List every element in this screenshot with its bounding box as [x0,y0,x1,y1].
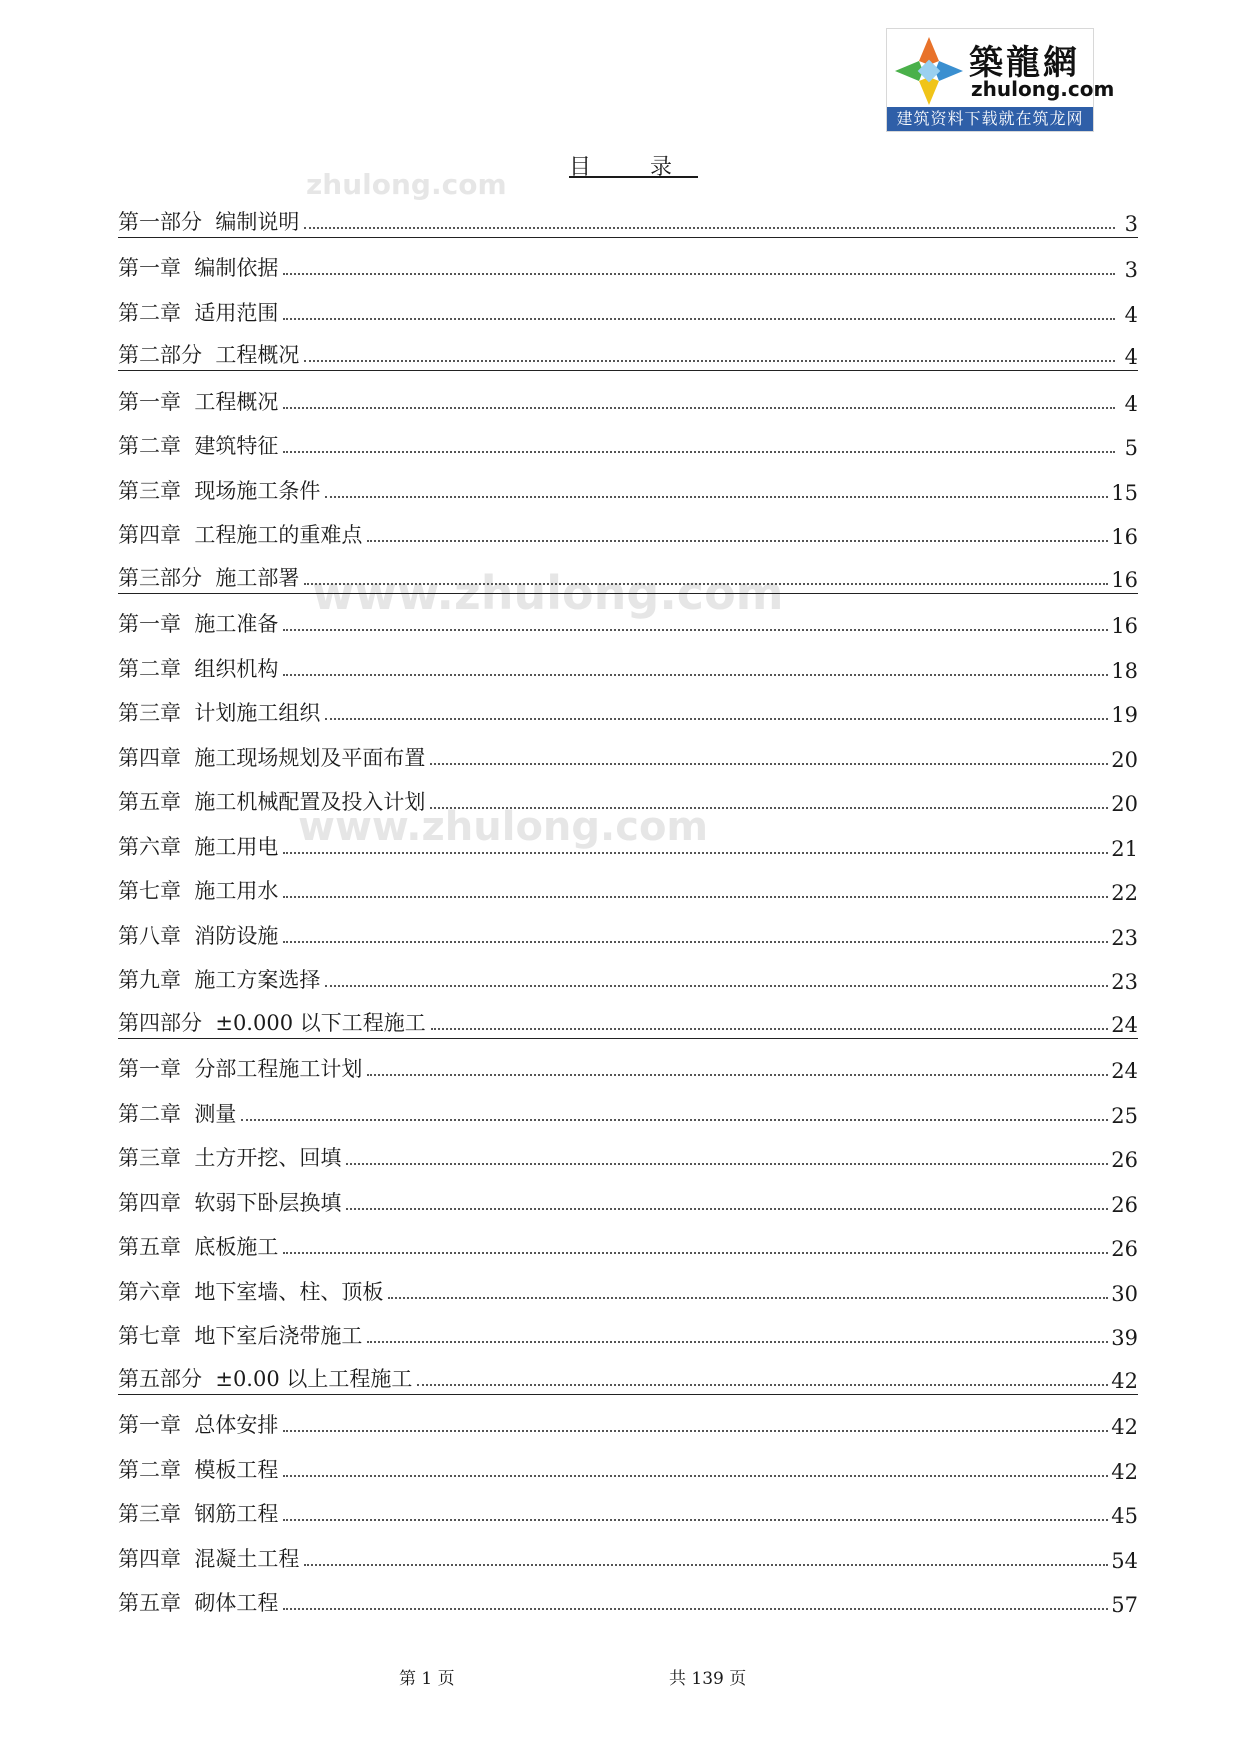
toc-entry-page: 20 [1111,747,1138,772]
toc-entry-page: 23 [1111,925,1138,950]
toc-entry-page: 22 [1111,881,1138,905]
toc-leader-dots [304,360,1115,362]
toc-entry-label: 第六章 施工用电 [118,834,279,859]
toc-entry-label: 第七章 施工用水 [118,879,279,903]
toc-part-entry[interactable] [118,327,1138,372]
toc-entry-page: 24 [1111,1059,1138,1083]
toc-entry-label: 第一章 施工准备 [118,612,279,636]
toc-entry-page: 26 [1111,1148,1138,1172]
toc-leader-dots [283,1519,1108,1521]
toc-entry-label: 第五章 砌体工程 [118,1591,279,1615]
toc-entry-label: 第四章 混凝土工程 [118,1546,300,1571]
toc-entry-page: 3 [1124,211,1138,236]
toc-entry-label: 第一部分 编制说明 [118,209,300,234]
toc-entry-page: 54 [1111,1548,1138,1573]
toc-part-entry[interactable] [118,994,1138,1039]
toc-leader-dots [346,1163,1108,1165]
toc-entry-page: 5 [1124,436,1138,460]
zhulong-logo [886,28,1115,132]
toc-leader-dots [283,1608,1108,1610]
toc-leader-dots [283,1430,1108,1432]
toc-leader-dots [283,674,1108,676]
watermark: zhulong.com [306,168,507,201]
zhulong-logo-mark-icon [893,35,965,107]
page-title [0,150,1241,181]
logo-slogan: 建筑资料下载就在筑龙网 [887,107,1093,131]
toc-chapter-entry[interactable] [118,1573,1138,1618]
toc-entry-page: 4 [1124,302,1138,327]
toc-chapter-entry[interactable] [118,683,1138,728]
toc-chapter-entry[interactable] [118,1439,1138,1484]
toc-part-entry[interactable] [118,193,1138,238]
toc-entry-label: 第一章 编制依据 [118,256,279,280]
toc-entry-page: 30 [1111,1281,1138,1306]
toc-chapter-entry[interactable] [118,1172,1138,1217]
toc-chapter-entry[interactable] [118,1395,1138,1440]
toc-entry-label: 第二章 组织机构 [118,656,279,681]
toc-leader-dots [325,496,1108,498]
toc-chapter-entry[interactable] [118,1217,1138,1262]
watermark: www.zhulong.com [298,804,709,850]
toc-leader-dots [430,807,1108,809]
toc-chapter-entry[interactable] [118,1306,1138,1351]
toc-leader-dots [417,1384,1108,1386]
toc-chapter-entry[interactable] [118,282,1138,327]
toc-entry-page: 21 [1111,836,1138,861]
toc-entry-label: 第三章 钢筋工程 [118,1502,279,1526]
toc-entry-label: 第一章 分部工程施工计划 [118,1057,363,1081]
toc-entry-label: 第二章 测量 [118,1101,237,1126]
toc-entry-page: 20 [1111,792,1138,816]
table-of-contents [118,193,1138,1617]
toc-leader-dots [283,1252,1108,1254]
toc-chapter-entry[interactable] [118,1083,1138,1128]
toc-leader-dots [304,1564,1108,1566]
toc-entry-label: 第二部分 工程概况 [118,343,300,367]
toc-entry-page: 24 [1111,1012,1138,1037]
toc-entry-label: 第三章 计划施工组织 [118,701,321,725]
toc-chapter-entry[interactable] [118,727,1138,772]
toc-entry-label: 第六章 地下室墙、柱、顶板 [118,1279,384,1304]
logo-chinese-name: 築龍網 [969,43,1080,83]
toc-entry-page: 26 [1111,1192,1138,1217]
toc-entry-label: 第二章 建筑特征 [118,434,279,458]
toc-entry-label: 第九章 施工方案选择 [118,968,321,992]
toc-entry-label: 第八章 消防设施 [118,923,279,948]
toc-entry-label: 第四章 施工现场规划及平面布置 [118,745,426,770]
toc-leader-dots [283,1475,1108,1477]
toc-leader-dots [283,852,1108,854]
toc-chapter-entry[interactable] [118,416,1138,461]
toc-entry-page: 42 [1111,1415,1138,1439]
toc-chapter-entry[interactable] [118,861,1138,906]
toc-entry-label: 第二章 模板工程 [118,1457,279,1482]
toc-entry-page: 16 [1111,525,1138,549]
toc-entry-label: 第四部分 ±0.000 以下工程施工 [118,1010,426,1035]
logo-domain: zhulong.com [971,77,1115,101]
toc-chapter-entry[interactable] [118,1484,1138,1529]
watermark: www.zhulong.com [312,566,784,620]
toc-chapter-entry[interactable] [118,950,1138,995]
toc-entry-page: 57 [1111,1593,1138,1617]
toc-leader-dots [283,896,1108,898]
toc-part-entry[interactable] [118,1350,1138,1395]
toc-entry-label: 第七章 地下室后浇带施工 [118,1324,363,1348]
toc-entry-page: 42 [1111,1368,1138,1393]
toc-entry-label: 第三章 土方开挖、回填 [118,1146,342,1170]
page-title-text: 目 录 [569,155,698,180]
toc-entry-page: 26 [1111,1237,1138,1261]
toc-chapter-entry[interactable] [118,1039,1138,1084]
toc-entry-page: 4 [1124,345,1138,369]
toc-entry-page: 39 [1111,1326,1138,1350]
toc-chapter-entry[interactable] [118,816,1138,861]
toc-entry-page: 18 [1111,658,1138,683]
toc-entry-page: 4 [1124,391,1138,416]
toc-part-entry[interactable] [118,549,1138,594]
toc-chapter-entry[interactable] [118,1128,1138,1173]
toc-chapter-entry[interactable] [118,594,1138,639]
toc-entry-page: 25 [1111,1103,1138,1128]
toc-entry-label: 第三部分 施工部署 [118,565,300,590]
toc-entry-page: 45 [1111,1504,1138,1528]
toc-entry-page: 42 [1111,1459,1138,1484]
toc-leader-dots [283,451,1115,453]
toc-leader-dots [283,629,1108,631]
toc-entry-page: 16 [1111,614,1138,638]
toc-leader-dots [304,583,1108,585]
toc-chapter-entry[interactable] [118,460,1138,505]
toc-leader-dots [367,1341,1108,1343]
toc-leader-dots [241,1119,1108,1121]
toc-chapter-entry[interactable] [118,238,1138,283]
toc-leader-dots [325,985,1108,987]
toc-chapter-entry[interactable] [118,1261,1138,1306]
toc-leader-dots [283,941,1108,943]
toc-leader-dots [367,1074,1108,1076]
toc-entry-label: 第二章 适用范围 [118,300,279,325]
toc-entry-label: 第一章 工程概况 [118,389,279,414]
toc-leader-dots [367,540,1108,542]
toc-chapter-entry[interactable] [118,371,1138,416]
toc-leader-dots [346,1208,1108,1210]
toc-chapter-entry[interactable] [118,1528,1138,1573]
toc-entry-label: 第一章 总体安排 [118,1413,279,1437]
toc-leader-dots [304,227,1115,229]
toc-chapter-entry[interactable] [118,905,1138,950]
toc-entry-label: 第四章 工程施工的重难点 [118,523,363,547]
toc-entry-label: 第五章 底板施工 [118,1235,279,1259]
toc-entry-label: 第五部分 ±0.00 以上工程施工 [118,1366,413,1391]
toc-leader-dots [388,1297,1108,1299]
toc-entry-page: 19 [1111,703,1138,727]
toc-leader-dots [430,763,1108,765]
toc-entry-page: 3 [1124,258,1138,282]
page-number: 第 1 页 [399,1669,455,1689]
toc-entry-page: 16 [1111,567,1138,592]
toc-chapter-entry[interactable] [118,772,1138,817]
toc-entry-page: 15 [1111,480,1138,505]
toc-entry-label: 第三章 现场施工条件 [118,478,321,503]
toc-leader-dots [283,318,1115,320]
toc-entry-label: 第四章 软弱下卧层换填 [118,1190,342,1215]
toc-chapter-entry[interactable] [118,638,1138,683]
toc-chapter-entry[interactable] [118,505,1138,550]
total-pages: 共 139 页 [669,1669,747,1689]
toc-leader-dots [431,1028,1109,1030]
toc-entry-page: 23 [1111,970,1138,994]
toc-leader-dots [325,718,1108,720]
toc-leader-dots [283,407,1115,409]
toc-leader-dots [283,273,1115,275]
toc-entry-label: 第五章 施工机械配置及投入计划 [118,790,426,814]
